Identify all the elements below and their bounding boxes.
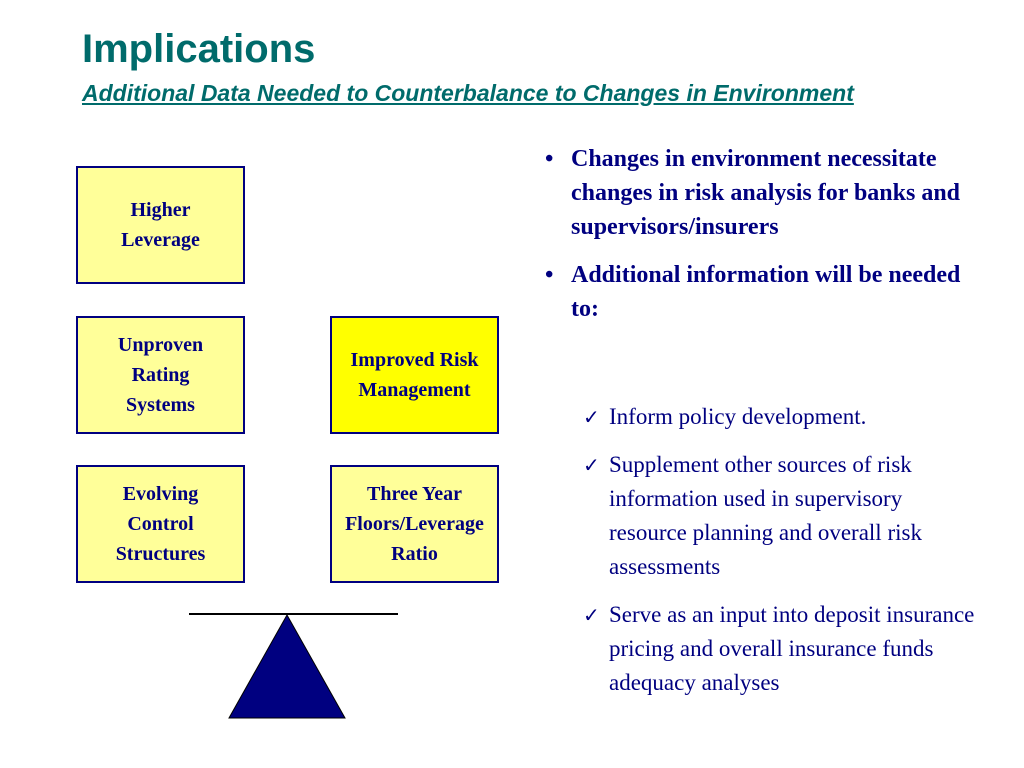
box-line: Ratio: [391, 543, 438, 565]
check-item: [583, 598, 983, 700]
check-item: [583, 448, 983, 584]
bullet-list: [545, 142, 985, 340]
check-list: [583, 400, 983, 714]
box-line: Management: [358, 379, 471, 401]
checkmark-icon: ✓: [583, 603, 600, 627]
bullet-item: [545, 142, 985, 244]
slide-title: Implications: [82, 27, 316, 71]
box-line: Floors/Leverage: [345, 513, 484, 535]
check-text: Supplement other sources of risk information used in supervisory resource planning and overall risk assessments: [609, 452, 922, 579]
box-line: Three Year: [367, 483, 462, 505]
bullet-item: [545, 258, 985, 326]
check-item: [583, 400, 983, 434]
box-higher-leverage: [76, 166, 245, 284]
box-evolving-control-structures: [76, 465, 245, 583]
bullet-text: Changes in environment necessitate changes in risk analysis for banks and supervisors/insurers: [571, 146, 961, 240]
check-text: Inform policy development.: [609, 404, 867, 429]
box-line: Higher: [130, 199, 191, 221]
checkmark-icon: ✓: [583, 405, 600, 429]
bullet-icon: •: [545, 146, 554, 172]
slide-subtitle: Additional Data Needed to Counterbalance to Changes in Environment: [82, 80, 854, 106]
box-line: Control: [127, 513, 194, 535]
box-improved-risk-management: [330, 316, 499, 434]
box-three-year-floors: [330, 465, 499, 583]
box-line: Rating: [131, 364, 190, 386]
box-line: Unproven: [117, 334, 204, 356]
check-text: Serve as an input into deposit insurance pricing and overall insurance funds adequacy analyses: [609, 602, 975, 695]
box-unproven-rating-systems: [76, 316, 245, 434]
fulcrum-triangle-icon: [227, 614, 347, 720]
bullet-icon: •: [545, 262, 554, 288]
checkmark-icon: ✓: [583, 453, 600, 477]
box-line: Leverage: [121, 229, 200, 251]
box-line: Systems: [126, 394, 195, 416]
box-line: Improved Risk: [350, 349, 479, 371]
box-line: Structures: [115, 543, 206, 565]
bullet-text: Additional information will be needed to:: [571, 262, 961, 322]
box-line: Evolving: [122, 483, 199, 505]
